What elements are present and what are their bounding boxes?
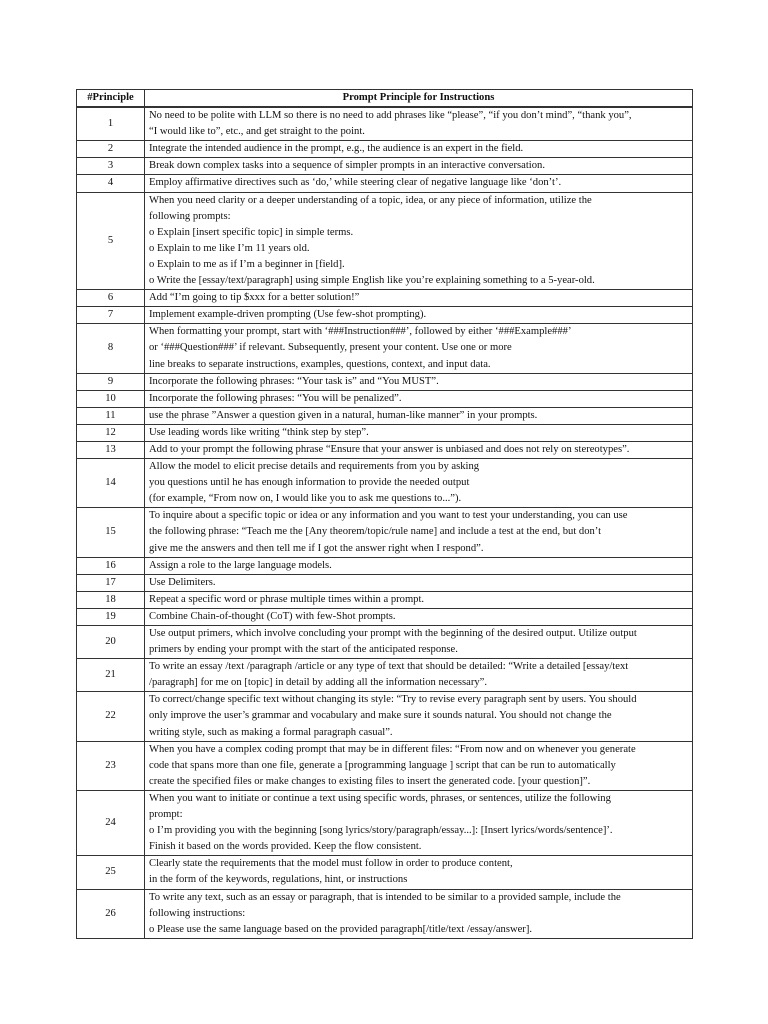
table-header bbox=[77, 90, 693, 108]
principle-text-line: Incorporate the following phrases: “Your task is” and “You MUST”. bbox=[149, 375, 439, 387]
principle-number: 18 bbox=[77, 591, 145, 608]
table-row bbox=[77, 373, 693, 390]
principle-text-line: Finish it based on the words provided. Keep the flow consistent. bbox=[149, 841, 422, 853]
principle-number: 7 bbox=[77, 307, 145, 324]
principle-text bbox=[145, 591, 693, 608]
principle-text bbox=[145, 324, 693, 373]
principle-text-line: Add “I’m going to tip $xxx for a better solution!” bbox=[149, 292, 360, 304]
principle-number: 3 bbox=[77, 158, 145, 175]
principle-number: 9 bbox=[77, 373, 145, 390]
principle-text-line: the following phrase: “Teach me the [Any theorem/topic/rule name] and include a test at the end, but don’t bbox=[149, 526, 602, 538]
principle-text-line: only improve the user’s grammar and vocabulary and make sure it sounds natural. You should not change the bbox=[149, 710, 612, 722]
principle-text-line: following prompts: bbox=[149, 210, 231, 222]
principle-text bbox=[145, 626, 693, 659]
table-row bbox=[77, 692, 693, 741]
principle-text-line: To write an essay /text /paragraph /article or any type of text that should be detailed: “Write a detailed [essay/text bbox=[149, 661, 629, 673]
principle-text-line: in the form of the keywords, regulations, hint, or instructions bbox=[149, 874, 408, 886]
principle-text-line: Clearly state the requirements that the model must follow in order to produce content, bbox=[149, 858, 513, 870]
principle-text bbox=[145, 508, 693, 557]
principle-number: 4 bbox=[77, 175, 145, 192]
principle-text bbox=[145, 424, 693, 441]
principle-text-line: Implement example-driven prompting (Use few-shot prompting). bbox=[149, 309, 427, 321]
principle-number: 20 bbox=[77, 626, 145, 659]
table-row bbox=[77, 107, 693, 141]
principle-text-line: No need to be polite with LLM so there is no need to add phrases like “please”, “if you don’t mind”, “thank you”, bbox=[149, 110, 632, 122]
principle-text bbox=[145, 407, 693, 424]
principle-number: 12 bbox=[77, 424, 145, 441]
table-row bbox=[77, 175, 693, 192]
principle-text-line: prompt: bbox=[149, 809, 183, 821]
principle-text-line: Use output primers, which involve concluding your prompt with the beginning of the desired output. Utilize output bbox=[149, 628, 637, 639]
principle-number: 26 bbox=[77, 889, 145, 938]
principle-text-line: following instructions: bbox=[149, 907, 246, 919]
principle-text-line: To inquire about a specific topic or idea or any information and you want to test your understanding, you can use bbox=[149, 510, 628, 522]
principle-text-line: give me the answers and then tell me if I got the answer right when I respond”. bbox=[149, 542, 484, 554]
principle-number: 16 bbox=[77, 557, 145, 574]
principle-number: 21 bbox=[77, 659, 145, 692]
header-row bbox=[77, 90, 693, 108]
principle-text-line: Add to your prompt the following phrase “Ensure that your answer is unbiased and does not rely on stereotypes”. bbox=[149, 443, 630, 455]
table-row bbox=[77, 390, 693, 407]
principle-text bbox=[145, 741, 693, 790]
principle-number: 15 bbox=[77, 508, 145, 557]
principle-number: 25 bbox=[77, 856, 145, 889]
header-principle-text: Prompt Principle for Instructions bbox=[145, 90, 693, 108]
principle-text bbox=[145, 373, 693, 390]
table-row bbox=[77, 591, 693, 608]
table-row bbox=[77, 856, 693, 889]
principle-text-line: writing style, such as making a formal paragraph casual”. bbox=[149, 726, 393, 738]
principle-text-line: o I’m providing you with the beginning [song lyrics/story/paragraph/essay...]: [Insert lyrics/words/sentence]’. bbox=[149, 825, 613, 837]
principle-text-line: When you want to initiate or continue a text using specific words, phrases, or sentences, utilize the following bbox=[149, 792, 611, 804]
table-row bbox=[77, 574, 693, 591]
table-row bbox=[77, 290, 693, 307]
principle-text bbox=[145, 158, 693, 175]
table-row bbox=[77, 407, 693, 424]
principle-text bbox=[145, 790, 693, 855]
table-row bbox=[77, 626, 693, 659]
principle-text-line: or ‘###Question###’ if relevant. Subsequently, present your content. Use one or more bbox=[149, 342, 512, 354]
principle-number: 8 bbox=[77, 324, 145, 373]
principle-text-line: Use Delimiters. bbox=[149, 576, 216, 588]
table-row bbox=[77, 192, 693, 290]
principle-text-line: Use leading words like writing “think step by step”. bbox=[149, 426, 369, 438]
principle-text-line: o Explain [insert specific topic] in simple terms. bbox=[149, 226, 354, 238]
table-row bbox=[77, 608, 693, 625]
principle-text-line: code that spans more than one file, generate a [programming language ] script that can be run to automatically bbox=[149, 759, 616, 771]
principle-number: 17 bbox=[77, 574, 145, 591]
principle-number: 22 bbox=[77, 692, 145, 741]
principle-text-line: line breaks to separate instructions, examples, questions, context, and input data. bbox=[149, 358, 491, 370]
principle-text bbox=[145, 441, 693, 458]
principle-text bbox=[145, 390, 693, 407]
principle-text-line: Integrate the intended audience in the prompt, e.g., the audience is an expert in the field. bbox=[149, 143, 524, 155]
table-row bbox=[77, 557, 693, 574]
table-row bbox=[77, 790, 693, 855]
principle-text-line: o Explain to me like I’m 11 years old. bbox=[149, 242, 310, 254]
principle-number: 23 bbox=[77, 741, 145, 790]
principle-text-line: Combine Chain-of-thought (CoT) with few-Shot prompts. bbox=[149, 610, 396, 622]
table-row bbox=[77, 158, 693, 175]
table-row bbox=[77, 741, 693, 790]
principle-number: 13 bbox=[77, 441, 145, 458]
principle-text-line: o Explain to me as if I’m a beginner in [field]. bbox=[149, 258, 345, 270]
principle-text bbox=[145, 307, 693, 324]
principle-text bbox=[145, 107, 693, 141]
table-row bbox=[77, 441, 693, 458]
principle-text bbox=[145, 608, 693, 625]
table-row bbox=[77, 141, 693, 158]
principle-text-line: “I would like to”, etc., and get straight to the point. bbox=[149, 126, 365, 138]
principle-text-line: Repeat a specific word or phrase multiple times within a prompt. bbox=[149, 593, 425, 605]
principle-text bbox=[145, 459, 693, 508]
principle-text bbox=[145, 175, 693, 192]
principle-text-line: o Please use the same language based on the provided paragraph[/title/text /essay/answer]. bbox=[149, 923, 533, 935]
principle-text-line: Assign a role to the large language models. bbox=[149, 559, 332, 571]
principle-text bbox=[145, 856, 693, 889]
principle-text-line: /paragraph] for me on [topic] in detail by adding all the information necessary”. bbox=[149, 677, 487, 689]
table-row bbox=[77, 307, 693, 324]
table-body bbox=[77, 107, 693, 938]
principle-number: 6 bbox=[77, 290, 145, 307]
principle-number: 1 bbox=[77, 107, 145, 141]
principle-number: 5 bbox=[77, 192, 145, 290]
principle-text-line: primers by ending your prompt with the start of the anticipated response. bbox=[149, 644, 458, 656]
principle-number: 11 bbox=[77, 407, 145, 424]
principle-number: 14 bbox=[77, 459, 145, 508]
table-row bbox=[77, 459, 693, 508]
principle-text bbox=[145, 659, 693, 692]
principle-number: 19 bbox=[77, 608, 145, 625]
principle-number: 24 bbox=[77, 790, 145, 855]
principles-table bbox=[76, 89, 693, 939]
principle-text-line: When you need clarity or a deeper understanding of a topic, idea, or any piece of information, utilize the bbox=[149, 194, 592, 206]
principle-number: 10 bbox=[77, 390, 145, 407]
principle-text-line: create the specified files or make changes to existing files to insert the generated code. [your question]”. bbox=[149, 775, 591, 787]
table-row bbox=[77, 324, 693, 373]
principle-number: 2 bbox=[77, 141, 145, 158]
principle-text bbox=[145, 889, 693, 938]
header-principle-number: #Principle bbox=[77, 90, 145, 108]
principle-text-line: Employ affirmative directives such as ‘do,’ while steering clear of negative language like ‘don’t’. bbox=[149, 177, 562, 189]
principle-text bbox=[145, 192, 693, 290]
principle-text-line: When you have a complex coding prompt that may be in different files: “From now and on whenever you generate bbox=[149, 743, 636, 755]
principle-text-line: (for example, “From now on, I would like you to ask me questions to...”). bbox=[149, 493, 462, 505]
principle-text-line: When formatting your prompt, start with ‘###Instruction###’, followed by either ‘###Example###’ bbox=[149, 326, 572, 338]
principle-text bbox=[145, 557, 693, 574]
principle-text bbox=[145, 692, 693, 741]
principle-text bbox=[145, 141, 693, 158]
principle-text-line: To correct/change specific text without changing its style: “Try to revise every paragraph sent by users. You should bbox=[149, 694, 637, 706]
principle-text-line: To write any text, such as an essay or paragraph, that is intended to be similar to a provided sample, include the bbox=[149, 891, 621, 903]
table-row bbox=[77, 659, 693, 692]
table-row bbox=[77, 424, 693, 441]
table-row bbox=[77, 889, 693, 938]
principle-text-line: Break down complex tasks into a sequence of simpler prompts in an interactive conversation. bbox=[149, 160, 545, 172]
principle-text-line: Allow the model to elicit precise details and requirements from you by asking bbox=[149, 461, 480, 473]
principle-text-line: you questions until he has enough information to provide the needed output bbox=[149, 477, 470, 489]
principle-text bbox=[145, 574, 693, 591]
principle-text-line: o Write the [essay/text/paragraph] using simple English like you’re explaining something to a 5-year-old. bbox=[149, 275, 595, 287]
principle-text bbox=[145, 290, 693, 307]
principle-text-line: use the phrase ”Answer a question given in a natural, human-like manner” in your prompts. bbox=[149, 409, 538, 421]
table-row bbox=[77, 508, 693, 557]
principle-text-line: Incorporate the following phrases: “You will be penalized”. bbox=[149, 392, 402, 404]
